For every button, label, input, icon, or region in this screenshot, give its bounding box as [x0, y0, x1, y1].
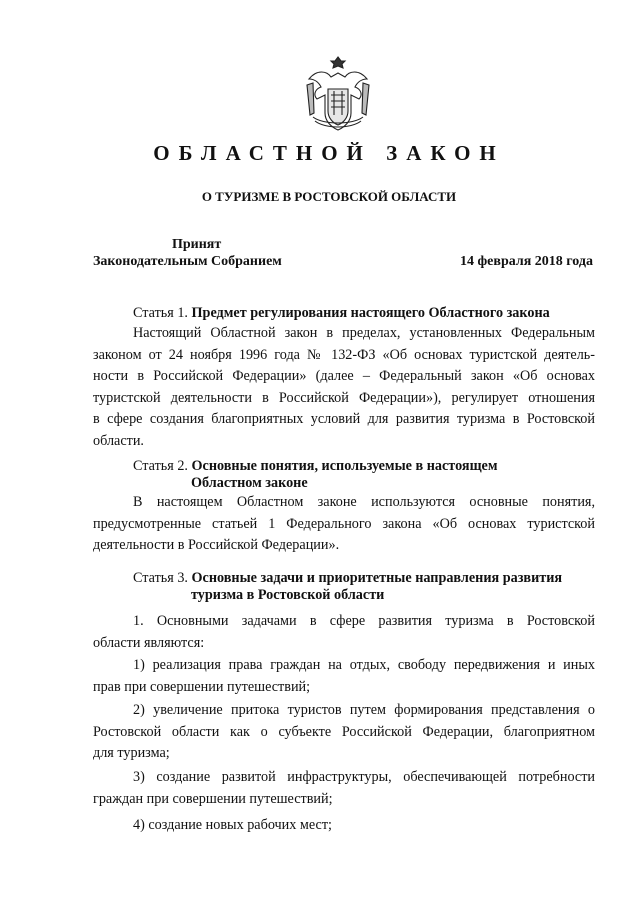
- article-title: Основные задачи и приоритетные направления развития: [191, 570, 563, 586]
- text-line: области.: [93, 432, 144, 449]
- article-3-subpoint-4: [93, 815, 595, 837]
- article-number: Статья 3.: [133, 570, 188, 586]
- text-line: граждан при совершении путешествий;: [93, 790, 333, 807]
- text-line: туристской деятельности в Российской Федерации»), регулирует отношения: [93, 389, 595, 406]
- text-line: В настоящем Областном законе используются основные понятия,: [133, 494, 595, 510]
- law-title: ОБЛАСТНОЙ ЗАКОН: [153, 141, 505, 165]
- article-number: Статья 1.: [133, 305, 188, 321]
- adoption-date: 14 февраля 2018 года: [460, 254, 593, 269]
- article-1-paragraph: [93, 323, 595, 452]
- article-number: Статья 2.: [133, 458, 188, 474]
- text-line: 4) создание новых рабочих мест;: [133, 817, 332, 833]
- article-3-subpoint-1: [93, 655, 595, 698]
- text-line: Настоящий Областной закон в пределах, установленных Федеральным: [133, 325, 595, 341]
- text-line: для туризма;: [93, 745, 170, 761]
- article-1-heading: [133, 305, 550, 322]
- article-title: Основные понятия, используемые в настоящем: [191, 458, 498, 474]
- article-2-heading: [133, 458, 498, 492]
- article-3-subpoint-2: [93, 700, 595, 765]
- text-line: Ростовской области как о субъекте Российской Федерации, благоприятном: [93, 723, 595, 740]
- article-title-continuation: туризма в Ростовской области: [191, 587, 385, 603]
- article-3-heading: [133, 570, 562, 604]
- coat-of-arms-emblem: [303, 55, 373, 133]
- text-line: 2) увеличение притока туристов путем формирования представления о: [133, 702, 595, 718]
- text-line: 3) создание развитой инфраструктуры, обеспечивающей потребности: [133, 769, 595, 785]
- article-title-continuation: Областном законе: [191, 475, 308, 491]
- text-line: области являются:: [93, 634, 205, 651]
- text-line: в сфере создания благоприятных условий для развития туризма в Ростовской: [93, 411, 595, 427]
- text-line: предусмотренные статьей 1 Федерального закона «Об основах туристской: [93, 515, 595, 532]
- adoption-body: Законодательным Собранием: [93, 254, 282, 269]
- article-3-subpoint-3: [93, 767, 595, 810]
- text-line: деятельности в Российской Федерации».: [93, 537, 340, 553]
- article-title: Предмет регулирования настоящего Областного закона: [191, 305, 550, 321]
- article-2-paragraph: [93, 492, 595, 557]
- text-line: законом от 24 ноября 1996 года № 132-ФЗ «Об основах туристской деятель-: [93, 346, 595, 363]
- text-line: 1. Основными задачами в сфере развития туризма в Ростовской: [133, 613, 595, 629]
- law-subtitle: О ТУРИЗМЕ В РОСТОВСКОЙ ОБЛАСТИ: [201, 189, 457, 204]
- adoption-label: Принят: [172, 237, 222, 252]
- text-line: 1) реализация права граждан на отдых, свободу передвижения и иных: [133, 657, 595, 673]
- text-line: прав при совершении путешествий;: [93, 678, 311, 695]
- text-line: ности в Российской Федерации» (далее – Федеральный закон «Об основах: [93, 368, 595, 384]
- article-3-point-1: [93, 611, 595, 654]
